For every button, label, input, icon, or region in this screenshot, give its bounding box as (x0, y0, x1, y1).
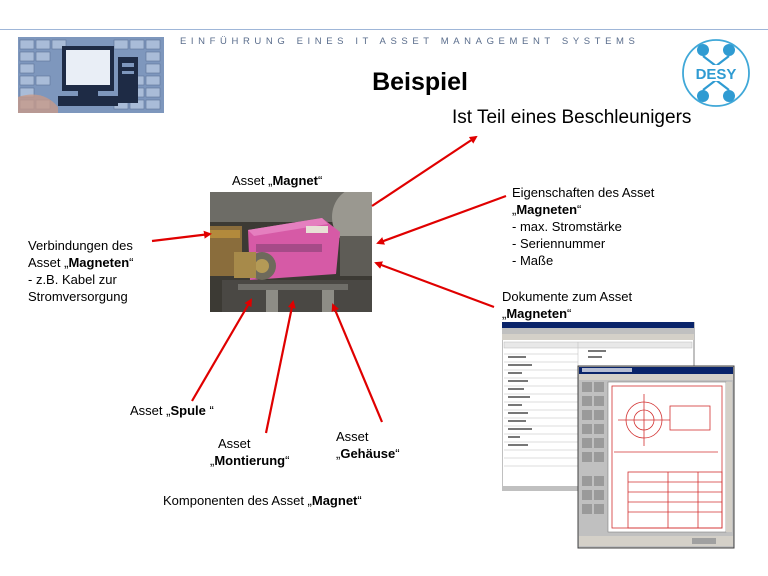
arrow-from-gehaeuse (333, 305, 382, 422)
arrow-from-properties (378, 196, 506, 243)
connections-text: Verbindungen des Asset „Magneten“ - z.B. Kabel zur Stromversorgung (28, 238, 134, 304)
arrow-from-montierung (266, 302, 293, 433)
components-caption: Komponenten des Asset „Magnet“ (163, 493, 362, 508)
arrow-from-connections (152, 234, 210, 241)
asset-montierung-label: Asset „Montierung“ (210, 436, 290, 468)
asset-magnet-label: Asset „Magnet“ (232, 173, 323, 188)
documents-text: Dokumente zum Asset „Magneten“ (502, 289, 633, 321)
part-of-text: Ist Teil eines Beschleunigers (452, 107, 692, 128)
arrow-from-documents (376, 263, 494, 307)
asset-spule-label: Asset „Spule “ (130, 403, 214, 418)
arrow-from-spule (192, 300, 251, 401)
property-item: - Maße (512, 253, 554, 268)
properties-text: Eigenschaften des Asset „Magneten“ - max. Stromstärke - Seriennummer - Maße (512, 185, 655, 268)
slide-title: Beispiel (372, 68, 468, 96)
arrow-to-accelerator (372, 137, 476, 206)
property-item: - Seriennummer (512, 236, 606, 251)
header-subtitle: EINFÜHRUNG EINES IT ASSET MANAGEMENT SYSTEMS (180, 36, 640, 47)
property-item: - max. Stromstärke (512, 219, 622, 234)
asset-gehaeuse-label: Asset „Gehäuse“ (336, 429, 400, 461)
desy-logo-text: DESY (695, 66, 737, 83)
